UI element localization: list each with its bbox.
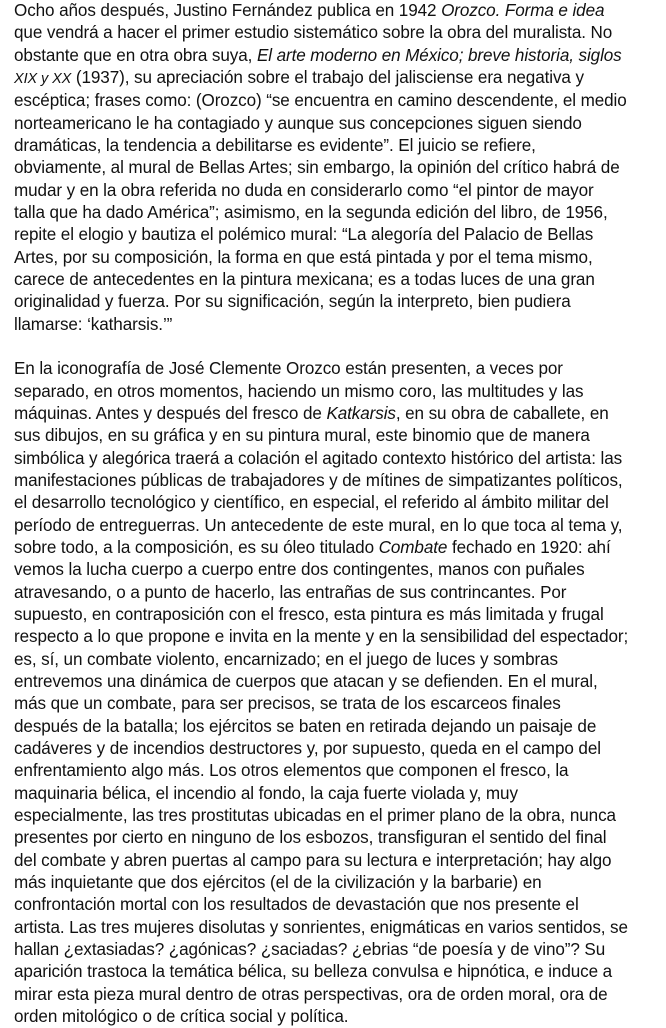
text-line	[14, 45, 660, 67]
text-run: obviamente, al mural de Bellas Artes; sin embargo, la opinión del crítico habrá de	[14, 158, 620, 178]
italic-title: Combate	[378, 537, 448, 557]
text-line	[14, 269, 660, 291]
text-run: más que un combate, para ser precisos, se trata de los escarceos finales	[14, 694, 561, 714]
text-run: el desarrollo tecnológico y científico, en especial, el referido al ámbito militar del	[14, 493, 609, 513]
text-line	[14, 403, 660, 425]
text-run: del combate y abren puertas al campo para su lectura e interpretación; hay algo	[14, 850, 612, 870]
text-run: carece de antecedentes en la pintura mexicana; es a todas luces de una gran	[14, 270, 595, 290]
text-line	[14, 671, 660, 693]
text-line	[14, 939, 660, 961]
text-line	[14, 649, 660, 671]
text-line	[14, 716, 660, 738]
text-run: repite el elogio y bautiza el polémico mural: “La alegoría del Palacio de Bellas	[14, 225, 594, 245]
text-line	[14, 783, 660, 805]
text-run: después de la batalla; los ejércitos se baten en retirada dejando un paisaje de	[14, 716, 597, 736]
text-line	[14, 894, 660, 916]
document-page	[14, 0, 660, 1028]
text-run: sobre todo, a la composición, es su óleo titulado	[14, 537, 379, 557]
text-line	[14, 90, 660, 112]
text-run: En la iconografía de José Clemente Orozco están presenten, a veces por	[14, 359, 563, 379]
text-line	[14, 291, 660, 313]
text-line	[14, 872, 660, 894]
text-run: mudar y en la obra referida no duda en considerarlo como “el pintor de mayor	[14, 180, 594, 200]
text-line	[14, 224, 660, 246]
text-run: confrontación mortal con los resultados de devastación que nos presente el	[14, 895, 579, 915]
text-line	[14, 559, 660, 581]
text-line	[14, 314, 660, 336]
text-line	[14, 67, 660, 90]
text-run: Artes, por su composición, la forma en que está pintada y por el tema mismo,	[14, 247, 593, 267]
italic-title: Orozco. Forma e idea	[441, 1, 605, 20]
text-run: originalidad y fuerza. Por su significación, según la interpreto, bien pudiera	[14, 292, 571, 312]
text-run: manifestaciones públicas de trabajadores y de mítines de simpatizantes políticos,	[14, 470, 623, 490]
text-line	[14, 22, 660, 44]
text-line	[14, 492, 660, 514]
text-line	[14, 738, 660, 760]
text-line	[14, 358, 660, 380]
text-run: , en su obra de caballete, en	[395, 403, 609, 423]
text-run: respecto a lo que propone e invita en la mente y en la sensibilidad del espectador;	[14, 627, 629, 647]
text-run: sus dibujos, en su gráfica y en su pintura mural, este binomio que de manera	[14, 426, 590, 446]
text-line	[14, 760, 660, 782]
text-line	[14, 448, 660, 470]
text-run: cadáveres y de incendios destructores y, por supuesto, queda en el campo del	[14, 739, 601, 758]
text-run: talla que ha dado América”; asimismo, en la segunda edición del libro, de 1956,	[14, 203, 608, 223]
text-run: especialmente, las tres prostitutas ubicadas en el primer plano de la obra, nunca	[14, 806, 616, 826]
text-run: Ocho años después, Justino Fernández publica en 1942	[14, 1, 442, 20]
italic-title: Katkarsis	[326, 403, 396, 423]
text-line	[14, 693, 660, 715]
text-run: supuesto, en contraposición con el fresco, esta pintura es más limitada y frugal	[14, 604, 604, 624]
text-line	[14, 582, 660, 604]
text-run: hallan ¿extasiadas? ¿agónicas? ¿saciadas? ¿ebrias “de poesía y de vino”? Su	[14, 940, 606, 960]
text-line	[14, 157, 660, 179]
text-run: enfrentamiento algo más. Los otros elementos que componen el fresco, la	[14, 761, 569, 781]
text-run: fechado en 1920: ahí	[447, 537, 611, 557]
text-line	[14, 917, 660, 939]
text-run: simbólica y alegórica traerá a colación el agitado contexto histórico del artista: las	[14, 448, 623, 468]
text-run: orden mitológico o de crítica social y política.	[14, 1007, 349, 1027]
text-line	[14, 626, 660, 648]
italic-title: El arte moderno en México; breve historia, siglos	[256, 45, 622, 65]
text-run: dramáticas, la tendencia a debilitarse es evidente”. El juicio se refiere,	[14, 136, 536, 156]
text-run: es, sí, un combate violento, encarnizado; en el juego de luces y sombras	[14, 649, 558, 669]
text-line	[14, 180, 660, 202]
text-line	[14, 537, 660, 559]
text-run: norteamericano le ha contagiado y aunque sus concepciones siguen siendo	[14, 113, 582, 133]
text-line	[14, 604, 660, 626]
text-run: presentes por cierto en ninguno de los esbozos, transfiguran el sentido del final	[14, 828, 607, 848]
text-run: mirar esta pieza mural dentro de otras perspectivas, ora de orden moral, ora de	[14, 984, 608, 1004]
text-run: período de entreguerras. Un antecedente de este mural, en lo que toca al tema y,	[14, 515, 623, 535]
text-run: que vendrá a hacer el primer estudio sistemático sobre la obra del muralista. No	[14, 23, 613, 43]
text-run: (1937), su apreciación sobre el trabajo del jalisciense era negativa y	[71, 68, 584, 88]
text-run: máquinas. Antes y después del fresco de	[14, 403, 327, 423]
text-line	[14, 827, 660, 849]
text-line	[14, 515, 660, 537]
text-line	[14, 984, 660, 1006]
text-line	[14, 0, 660, 22]
italic-small-caps: XIX y XX	[14, 71, 72, 88]
text-run: separado, en otros momentos, haciendo un mismo coro, las multitudes y las	[14, 381, 584, 401]
text-run: escéptica; frases como: (Orozco) “se encuentra en camino descendente, el medio	[14, 91, 627, 111]
text-line	[14, 113, 660, 135]
text-run: obstante que en otra obra suya,	[14, 45, 257, 65]
text-run: vemos la lucha cuerpo a cuerpo entre dos contingentes, manos con puñales	[14, 560, 585, 580]
text-line	[14, 247, 660, 269]
text-line	[14, 850, 660, 872]
text-run: aparición trastoca la temática bélica, su belleza convulsa e hipnótica, e induce a	[14, 962, 613, 982]
text-run: artista. Las tres mujeres disolutas y sonrientes, enigmáticas en varios sentidos, se	[14, 917, 628, 937]
paragraph	[14, 358, 660, 1028]
text-line	[14, 805, 660, 827]
text-run: atravesando, o a punto de hacerlo, las entrañas de sus contrincantes. Por	[14, 582, 567, 602]
text-line	[14, 961, 660, 983]
text-line	[14, 425, 660, 447]
text-run: llamarse: ‘katharsis.’”	[14, 314, 173, 334]
text-run: más inquietante que dos ejércitos (el de la civilización y la barbarie) en	[14, 873, 542, 893]
text-line	[14, 381, 660, 403]
paragraph	[14, 0, 660, 336]
text-run: maquinaria bélica, el incendio al fondo, la caja fuerte violada y, muy	[14, 783, 518, 803]
text-line	[14, 470, 660, 492]
text-line	[14, 202, 660, 224]
text-line	[14, 1006, 660, 1028]
text-line	[14, 135, 660, 157]
text-run: entrevemos una dinámica de cuerpos que atacan y se defienden. En el mural,	[14, 671, 598, 691]
